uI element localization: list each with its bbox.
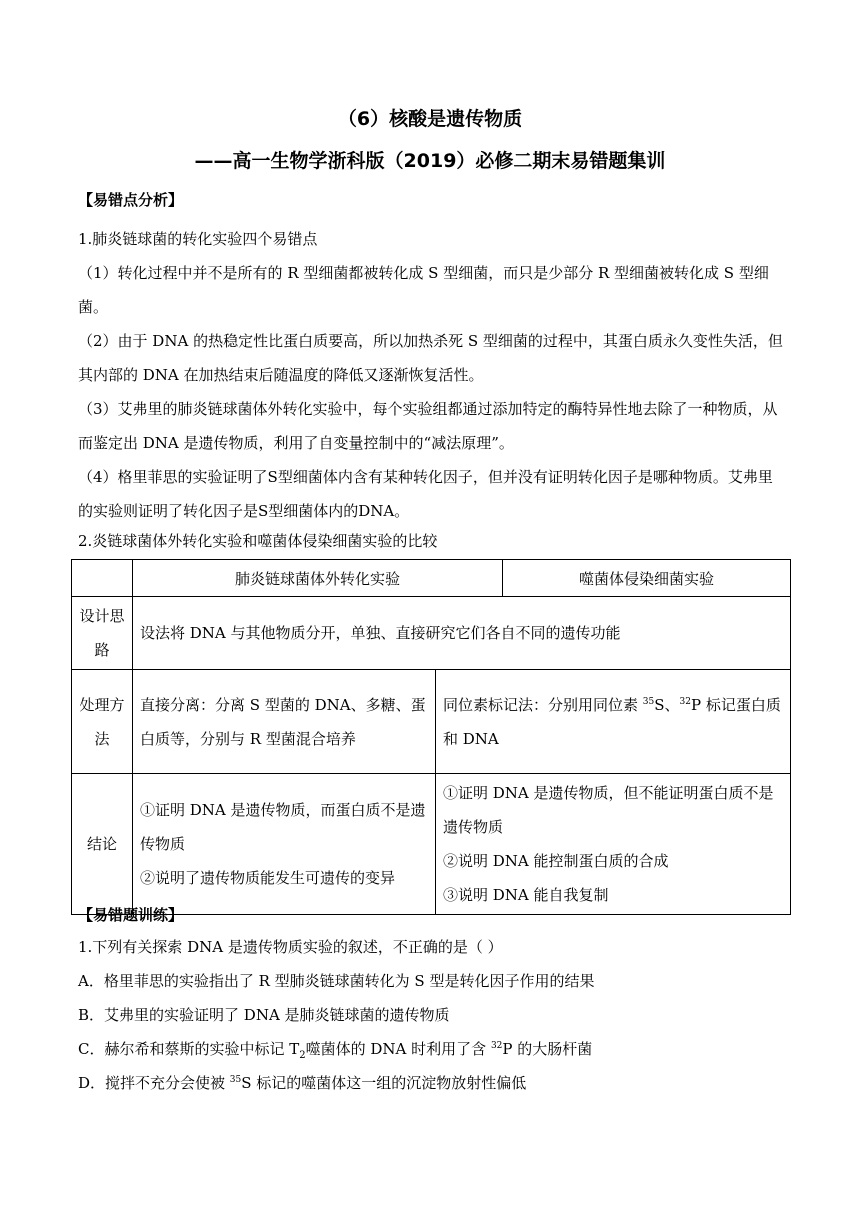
option-d-text-b: S 标记的噬菌体这一组的沉淀物放射性偏低 — [241, 1074, 527, 1092]
document-subtitle: ——高一生物学浙科版（2019）必修二期末易错题集训 — [194, 150, 666, 172]
isotope-35-sup: 35 — [642, 696, 655, 707]
conclusion-transformation-1: ①证明 DNA 是遗传物质，而蛋白质不是遗传物质 — [140, 801, 426, 853]
method-phage — [436, 670, 791, 774]
row-label-conclusion: 结论 — [72, 774, 133, 915]
point-2: （2）由于 DNA 的热稳定性比蛋白质要高，所以加热杀死 S 型细菌的过程中，其蛋白质永久变性失活，但其内部的 DNA 在加热结束后随温度的降低又逐渐恢复活性。 — [78, 332, 783, 384]
point-4: （4）格里菲思的实验证明了S型细菌体内含有某种转化因子，但并没有证明转化因子是哪种物质。艾弗里的实验则证明了转化因子是S型细菌体内的DNA。 — [78, 468, 773, 520]
col-header-phage: 噬菌体侵染细菌实验 — [503, 560, 791, 597]
question-stem: 1.下列有关探索 DNA 是遗传物质实验的叙述，不正确的是（ ） — [78, 938, 503, 956]
table-row-method — [72, 670, 791, 774]
table-header-row — [72, 560, 791, 597]
option-b: B．艾弗里的实验证明了 DNA 是肺炎链球菌的遗传物质 — [78, 1006, 450, 1024]
p32-sup: 32 — [490, 1041, 503, 1051]
training-heading: 【易错题训练】 — [78, 906, 184, 924]
method-transformation: 直接分离：分离 S 型菌的 DNA、多糖、蛋白质等，分别与 R 型菌混合培养 — [133, 670, 436, 774]
conclusion-phage — [436, 774, 791, 915]
document-title: （6）核酸是遗传物质 — [337, 108, 523, 130]
design-content: 设法将 DNA 与其他物质分开，单独、直接研究它们各自不同的遗传功能 — [133, 597, 791, 670]
table-corner-cell — [72, 560, 133, 597]
row-label-design: 设计思路 — [72, 597, 133, 670]
point-1: （1）转化过程中并不是所有的 R 型细菌都被转化成 S 型细菌，而只是少部分 R 型细菌被转化成 S 型细菌。 — [78, 264, 769, 316]
analysis-heading: 【易错点分析】 — [78, 191, 184, 209]
conclusion-transformation — [133, 774, 436, 915]
comparison-table — [71, 559, 791, 915]
point1-title: 1.肺炎链球菌的转化实验四个易错点 — [78, 230, 318, 248]
isotope-32-sup: 32 — [679, 696, 691, 707]
method-phage-text-b: S、 — [654, 695, 680, 714]
option-c-text-c: P 的大肠杆菌 — [502, 1040, 593, 1058]
table-row-design — [72, 597, 791, 670]
point2-title: 2.炎链球菌体外转化实验和噬菌体侵染细菌实验的比较 — [78, 532, 438, 550]
method-phage-text-c: P 标记蛋白质和 DNA — [443, 695, 781, 748]
conclusion-phage-2: ②说明 DNA 能控制蛋白质的合成 — [443, 852, 669, 870]
option-c-text-a: C．赫尔希和蔡斯的实验中标记 T — [78, 1040, 300, 1058]
option-c — [78, 1032, 592, 1066]
s35-sup: 35 — [229, 1075, 242, 1085]
row-label-method: 处理方法 — [72, 670, 133, 774]
point-3: （3）艾弗里的肺炎链球菌体外转化实验中，每个实验组都通过添加特定的酶特异性地去除了一种物质，从而鉴定出 DNA 是遗传物质，利用了自变量控制中的“减法原理”。 — [78, 400, 778, 452]
conclusion-transformation-2: ②说明了遗传物质能发生可遗传的变异 — [140, 869, 396, 887]
col-header-transformation: 肺炎链球菌体外转化实验 — [133, 560, 503, 597]
option-d-text-a: D．搅拌不充分会使被 — [78, 1074, 230, 1092]
option-d — [78, 1066, 526, 1100]
method-phage-text-a: 同位素标记法：分别用同位素 — [443, 695, 643, 714]
conclusion-phage-3: ③说明 DNA 能自我复制 — [443, 886, 609, 904]
conclusion-phage-1: ①证明 DNA 是遗传物质，但不能证明蛋白质不是遗传物质 — [443, 784, 774, 836]
table-row-conclusion — [72, 774, 791, 915]
option-a: A．格里菲思的实验指出了 R 型肺炎链球菌转化为 S 型是转化因子作用的结果 — [78, 972, 595, 990]
t2-sub: 2 — [299, 1050, 306, 1061]
option-c-text-b: 噬菌体的 DNA 时利用了含 — [305, 1040, 491, 1058]
